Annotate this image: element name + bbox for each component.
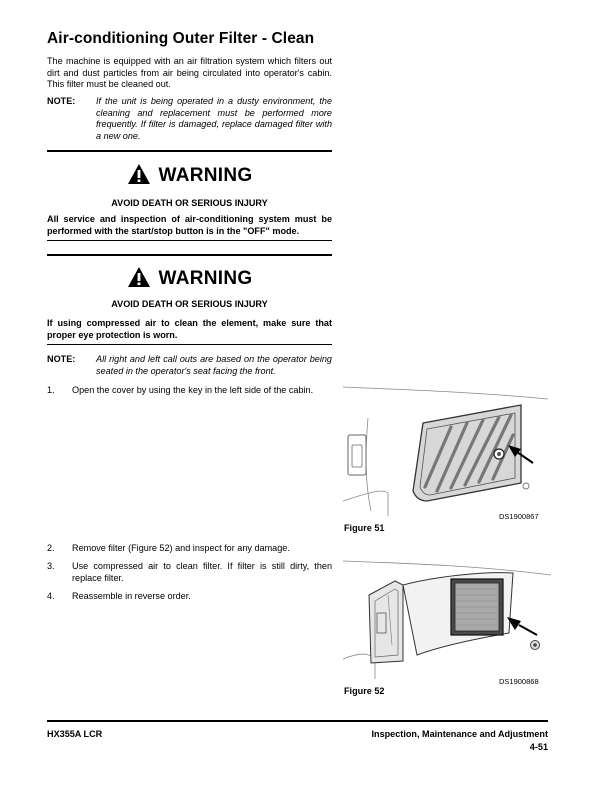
- warning-heading-text: WARNING: [158, 268, 253, 289]
- step-text: Open the cover by using the key in the left side of the cabin.: [72, 385, 314, 395]
- step-text: Use compressed air to clean filter. If filter is still dirty, then replace filter.: [72, 561, 332, 583]
- figure-52-caption: Figure 52: [344, 686, 385, 696]
- step-2: [47, 543, 332, 555]
- step-number: 4.: [47, 591, 55, 601]
- step-text: Reassemble in reverse order.: [72, 591, 191, 601]
- step-text: Remove filter (Figure 52) and inspect for any damage.: [72, 543, 290, 553]
- note-operator-orientation: [47, 354, 332, 377]
- warning-subheading: AVOID DEATH OR SERIOUS INJURY: [111, 299, 268, 309]
- step-number: 1.: [47, 385, 55, 395]
- figure-51-caption: Figure 51: [344, 523, 385, 533]
- figure-51-code: DS1900867: [499, 512, 539, 521]
- footer-page-number: 4-51: [529, 742, 548, 752]
- figure-51-illustration: [343, 383, 553, 516]
- page-title: Air-conditioning Outer Filter - Clean: [47, 30, 315, 47]
- warning-heading-text: WARNING: [158, 165, 253, 186]
- note-label: NOTE:: [47, 354, 76, 364]
- note-label: NOTE:: [47, 96, 76, 106]
- warning-top-rule: [47, 150, 332, 152]
- warning-triangle-icon: [127, 266, 151, 288]
- warning-bottom-rule: [47, 240, 332, 241]
- step-number: 3.: [47, 561, 55, 571]
- step-number: 2.: [47, 543, 55, 553]
- warning-bottom-rule: [47, 344, 332, 345]
- step-3: [47, 561, 332, 584]
- intro-paragraph: The machine is equipped with an air filtration system which filters out dirt and dust particles from air being circulated into operator's cabin. This filter must be cleaned out.: [47, 56, 332, 90]
- footer-section-title: Inspection, Maintenance and Adjustment: [371, 729, 548, 739]
- warning-heading: [47, 163, 332, 187]
- step-1: [47, 385, 332, 397]
- warning-triangle-icon: [127, 163, 151, 185]
- note-text: If the unit is being operated in a dusty environment, the cleaning and replacement must be performed more frequently. If filter is damaged, replace damaged filter with a new one.: [96, 96, 332, 141]
- figure-52-illustration: [343, 555, 553, 679]
- warning-heading: [47, 266, 332, 290]
- note-dusty-environment: [47, 96, 332, 142]
- warning-top-rule: [47, 254, 332, 256]
- step-4: [47, 591, 332, 603]
- warning-subheading: AVOID DEATH OR SERIOUS INJURY: [111, 198, 268, 208]
- warning-text: If using compressed air to clean the element, make sure that proper eye protection is worn.: [47, 318, 332, 340]
- note-text: All right and left call outs are based on the operator being seated in the operator's seat facing the front.: [96, 354, 332, 376]
- footer-rule: [47, 720, 548, 722]
- footer-model: HX355A LCR: [47, 729, 103, 739]
- warning-text: All service and inspection of air-conditioning system must be performed with the start/stop button is in the "OFF" mode.: [47, 214, 332, 236]
- figure-52-code: DS1900868: [499, 677, 539, 686]
